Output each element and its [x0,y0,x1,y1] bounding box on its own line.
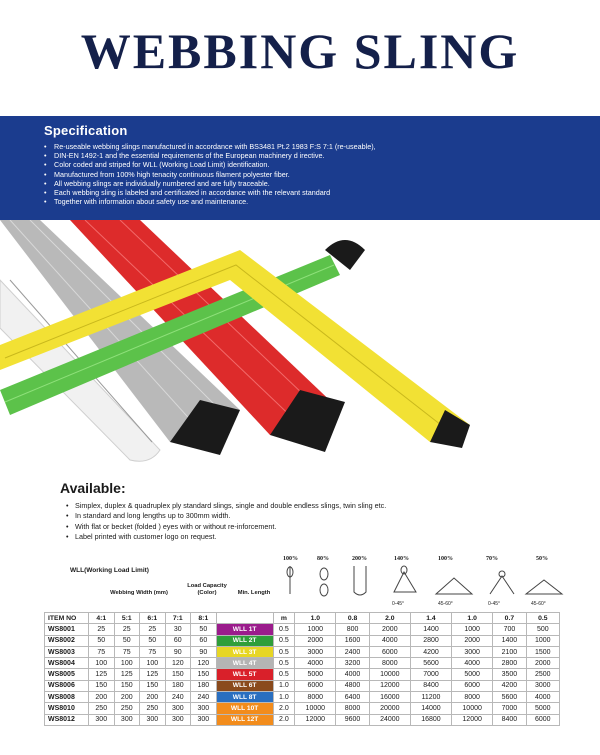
table-cell: 180 [191,680,217,691]
capacity-badge: WLL 1T [216,624,273,635]
table-cell: 250 [89,703,115,714]
table-cell: 4000 [452,658,493,669]
table-row [45,669,560,680]
table-cell: 5000 [452,669,493,680]
table-cell: 3000 [295,646,336,657]
table-cell: 1.0 [273,680,295,691]
table-cell: 10000 [295,703,336,714]
table-row [45,714,560,725]
table-cell: 1.0 [273,692,295,703]
list-item: • Manufactured from 100% high tenacity continuous filament polyester fiber. [44,170,600,179]
table-cell: 100 [89,658,115,669]
table-cell: 10000 [452,703,493,714]
load-percentage: 80% [317,556,329,562]
table-row [45,658,560,669]
table-row [45,624,560,635]
load-percentage: 200% [352,556,367,562]
table-cell: 125 [114,669,140,680]
table-cell: 20000 [369,703,410,714]
table-cell: 8000 [336,703,369,714]
table-cell: 150 [89,680,115,691]
table-cell: 16000 [369,692,410,703]
table-cell: 6000 [295,680,336,691]
specification-panel [0,116,600,220]
table-cell: 2000 [295,635,336,646]
min-length-header: Min. Length [237,590,271,596]
table-cell: 2100 [493,646,526,657]
table-cell: 300 [140,714,166,725]
table-cell: 4000 [526,692,559,703]
table-cell: 300 [165,703,191,714]
table-cell: 1400 [493,635,526,646]
table-header-cell: 0.5 [526,613,559,624]
table-cell: 150 [165,669,191,680]
table-cell: 250 [114,703,140,714]
list-item: • All webbing slings are individually numbered and are fully traceable. [44,179,600,188]
list-item: • Re-useable webbing slings manufactured in accordance with BS3481 Pt.2 1983 F:S 7:1 (re-useable), [44,142,600,151]
list-item: • Each webbing sling is labeled and certificated in accordance with the relevant standard [44,188,600,197]
table-cell: 50 [114,635,140,646]
table-cell: 8000 [295,692,336,703]
table-cell: 4000 [336,669,369,680]
table-cell: 300 [114,714,140,725]
table-cell: 2.0 [273,703,295,714]
table-cell: 800 [336,624,369,635]
table-cell: 75 [114,646,140,657]
table-cell: WS8004 [45,658,89,669]
table-cell: 2800 [493,658,526,669]
slings-photo [0,220,600,482]
table-cell: 5000 [295,669,336,680]
table-cell: 7000 [493,703,526,714]
table-cell: 120 [191,658,217,669]
available-heading: Available: [60,480,126,496]
table-cell: 3000 [452,646,493,657]
table-cell: 24000 [369,714,410,725]
list-item: • Simplex, duplex & quadruplex ply standard slings, single and double endless slings, twin sling etc. [66,501,580,511]
available-list [60,501,580,543]
table-cell: 90 [191,646,217,657]
table-cell: 100 [114,658,140,669]
table-cell: 0.5 [273,646,295,657]
table-cell: 0.5 [273,624,295,635]
table-cell: 2.0 [273,714,295,725]
table-cell: 3000 [526,680,559,691]
table-cell: 1600 [336,635,369,646]
rigging-diagrams [276,564,566,602]
list-item: • With flat or becket (folded ) eyes with or without re-inforcement. [66,522,580,532]
table-cell: 60 [191,635,217,646]
table-cell: 25 [89,624,115,635]
table-cell: 8400 [410,680,451,691]
table-header-cell: 7:1 [165,613,191,624]
table-cell: 2500 [526,669,559,680]
table-cell: 120 [165,658,191,669]
table-row [45,635,560,646]
table-cell: 6400 [336,692,369,703]
table-cell: 250 [140,703,166,714]
table-cell: 150 [191,669,217,680]
capacity-badge: WLL 4T [216,658,273,669]
page-title: WEBBING SLING [80,23,520,79]
table-cell: 500 [526,624,559,635]
table-header-cell [216,613,273,624]
angle-label: 0-45° [488,601,501,607]
table-cell: WS8012 [45,714,89,725]
table-cell: WS8006 [45,680,89,691]
table-cell: 3500 [493,669,526,680]
table-header-cell: 5:1 [114,613,140,624]
table-cell: 75 [89,646,115,657]
capacity-badge: WLL 6T [216,680,273,691]
angle-label: 0-45° [392,601,405,607]
table-cell: 6000 [452,680,493,691]
table-cell: 6000 [369,646,410,657]
table-cell: 4800 [336,680,369,691]
table-header-cell: 1.4 [410,613,451,624]
table-cell: 5600 [493,692,526,703]
capacity-badge: WLL 2T [216,635,273,646]
capacity-badge: WLL 12T [216,714,273,725]
table-header-cell: m [273,613,295,624]
table-cell: 10000 [369,669,410,680]
table-cell: 200 [140,692,166,703]
list-item: • Color coded and striped for WLL (Working Load Limit) identification. [44,160,600,169]
table-cell: 14000 [410,703,451,714]
table-cell: WS8001 [45,624,89,635]
table-cell: 300 [165,714,191,725]
list-item: • DIN-EN 1492-1 and the essential requirements of the European machinery d irective. [44,151,600,160]
table-cell: 1000 [526,635,559,646]
table-cell: 125 [140,669,166,680]
list-item: • Together with information about safety use and maintenance. [44,197,600,206]
table-cell: 50 [191,624,217,635]
table-cell: 8000 [369,658,410,669]
table-cell: 2000 [526,658,559,669]
capacity-badge: WLL 8T [216,692,273,703]
table-cell: 0.5 [273,658,295,669]
table-cell: 12000 [369,680,410,691]
table-header-cell: 6:1 [140,613,166,624]
capacity-badge: WLL 10T [216,703,273,714]
table-cell: 4000 [295,658,336,669]
table-cell: 4000 [369,635,410,646]
table-cell: 1400 [410,624,451,635]
table-cell: 3200 [336,658,369,669]
table-cell: 8400 [493,714,526,725]
table-header-row [45,613,560,624]
table-cell: 6000 [526,714,559,725]
table-cell: 200 [89,692,115,703]
table-cell: 8000 [452,692,493,703]
table-cell: 75 [140,646,166,657]
table-cell: 300 [191,703,217,714]
table-header-cell: 4:1 [89,613,115,624]
table-cell: WS8010 [45,703,89,714]
table-cell: 125 [89,669,115,680]
table-cell: 16800 [410,714,451,725]
table-cell: 25 [140,624,166,635]
specification-list [44,142,600,206]
table-cell: 200 [114,692,140,703]
table-cell: 12000 [452,714,493,725]
table-cell: 0.5 [273,669,295,680]
table-cell: 240 [165,692,191,703]
table-cell: 0.5 [273,635,295,646]
table-cell: 300 [89,714,115,725]
table-header-cell: ITEM NO [45,613,89,624]
angle-label: 45-60° [531,601,546,607]
table-cell: 7000 [410,669,451,680]
table-cell: 5000 [526,703,559,714]
capacity-badge: WLL 5T [216,669,273,680]
table-cell: 90 [165,646,191,657]
table-header-cell: 0.8 [336,613,369,624]
table-cell: 2000 [452,635,493,646]
table-header-cell: 0.7 [493,613,526,624]
table-cell: WS8008 [45,692,89,703]
list-item: • In standard and long lengths up to 300mm width. [66,511,580,521]
table-cell: 1000 [452,624,493,635]
table-row [45,692,560,703]
table-row [45,703,560,714]
load-percentage: 100% [283,556,298,562]
table-cell: 30 [165,624,191,635]
table-cell: 2000 [369,624,410,635]
table-cell: 1500 [526,646,559,657]
webbing-width-header: Webbing Width (mm) [110,590,168,596]
table-cell: 60 [165,635,191,646]
table-row [45,680,560,691]
available-section [60,480,580,543]
table-cell: 150 [114,680,140,691]
capacity-badge: WLL 3T [216,646,273,657]
table-header-cell: 1.0 [295,613,336,624]
table-cell: WS8005 [45,669,89,680]
load-percentage: 50% [536,556,548,562]
specification-heading: Specification [44,123,128,138]
table-cell: 1000 [295,624,336,635]
load-capacity-header: Load Capacity (Color) [187,583,227,596]
wll-table [44,612,560,726]
table-cell: 300 [191,714,217,725]
table-cell: 5600 [410,658,451,669]
table-cell: 2800 [410,635,451,646]
table-cell: 100 [140,658,166,669]
load-percentage: 100% [438,556,453,562]
slings-illustration [0,220,600,482]
table-cell: 4200 [410,646,451,657]
angle-label: 45-60° [438,601,453,607]
table-header-cell: 2.0 [369,613,410,624]
table-cell: 9600 [336,714,369,725]
load-percentage: 140% [394,556,409,562]
table-cell: 4200 [493,680,526,691]
table-cell: 25 [114,624,140,635]
table-cell: 240 [191,692,217,703]
table-cell: 2400 [336,646,369,657]
table-cell: 50 [140,635,166,646]
table-header-cell: 1.0 [452,613,493,624]
table-cell: 700 [493,624,526,635]
table-cell: 50 [89,635,115,646]
table-cell: 150 [140,680,166,691]
table-header-cell: 8:1 [191,613,217,624]
table-cell: WS8002 [45,635,89,646]
list-item: • Label printed with customer logo on request. [66,532,580,542]
load-percentage: 70% [486,556,498,562]
table-cell: 11200 [410,692,451,703]
table-cell: WS8003 [45,646,89,657]
table-row [45,646,560,657]
wll-title: WLL(Working Load Limit) [70,567,149,574]
table-cell: 12000 [295,714,336,725]
table-cell: 180 [165,680,191,691]
